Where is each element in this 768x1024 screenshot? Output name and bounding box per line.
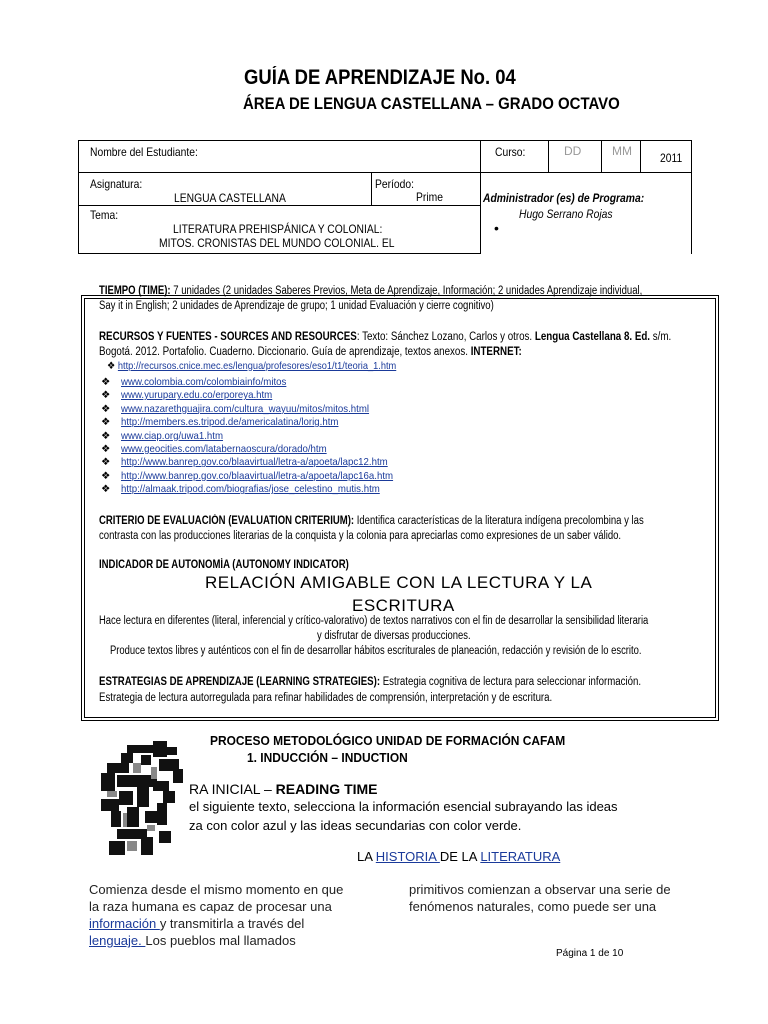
- historia-link[interactable]: HISTORIA: [375, 849, 440, 864]
- year-field: 2011: [660, 151, 683, 165]
- diamond-bullet-icon: ❖: [101, 429, 111, 442]
- resource-link-item[interactable]: [101, 403, 391, 415]
- topic-line-1: LITERATURA PREHISPÁNICA Y COLONIAL:: [173, 222, 383, 236]
- page-title: GUÍA DE APRENDIZAJE No. 04: [244, 66, 516, 89]
- resource-link[interactable]: http://www.banrep.gov.co/blaavirtual/letra-a/apoeta/lapc16a.htm: [121, 469, 394, 482]
- indigenous-figure-illustration: [97, 741, 189, 859]
- resource-link-item[interactable]: [101, 376, 301, 388]
- resource-link[interactable]: www.yurupary.edu.co/erporeya.htm: [121, 389, 273, 402]
- resource-link[interactable]: www.ciap.org/uwa1.htm: [121, 429, 224, 442]
- resource-link-item[interactable]: [101, 430, 232, 442]
- article-column-1: Comienza desde el mismo momento en que la raza humana es capaz de procesar una información y transmitirla a través del lenguaje. Los pueblos mal llamados: [89, 882, 344, 948]
- diamond-bullet-icon: ❖: [101, 376, 111, 388]
- article-column-2: primitivos comienzan a observar una serie de fenómenos naturales, como puede ser una: [409, 882, 671, 914]
- resources-heading: RECURSOS Y FUENTES - SOURCES AND RESOURCES: Texto: Sánchez Lozano, Carlos y otros. Lengua Castellana 8. Ed. s/m.: [99, 331, 672, 343]
- time-line-2: Say it in English; 2 unidades de Aprendizaje de grupo; 1 unidad Evaluación y cierre cognitivo): [99, 300, 494, 312]
- student-name-label: Nombre del Estudiante:: [90, 145, 198, 159]
- resource-link[interactable]: www.nazarethguajira.com/cultura_wayuu/mitos/mitos.html: [121, 402, 370, 415]
- resource-link[interactable]: http://www.banrep.gov.co/blaavirtual/letra-a/apoeta/lapc12.htm: [121, 456, 388, 469]
- autonomy-line-3: Produce textos libres y auténticos con el fin de desarrollar hábitos escriturales de planeación, redacción y revisión de lo escrito.: [110, 645, 642, 657]
- page-number: Página 1 de 10: [556, 948, 624, 959]
- autonomy-label: INDICADOR DE AUTONOMÍA (AUTONOMY INDICATOR): [99, 559, 349, 571]
- diamond-bullet-icon: ❖: [101, 456, 111, 469]
- criterio-line-1: CRITERIO DE EVALUACIÓN (EVALUATION CRITERIUM): Identifica características de la literatura indígena precolombina y las: [99, 515, 644, 527]
- article-title: LA HISTORIA DE LA LITERATURA: [357, 849, 561, 864]
- resource-link-item[interactable]: [101, 416, 357, 428]
- diamond-bullet-icon: ❖: [101, 402, 111, 415]
- subject-value: LENGUA CASTELLANA: [174, 191, 286, 205]
- page-subtitle: ÁREA DE LENGUA CASTELLANA – GRADO OCTAVO: [243, 94, 620, 113]
- process-title: PROCESO METODOLÓGICO UNIDAD DE FORMACIÓN CAFAM: [210, 733, 566, 748]
- resources-line-2: Bogotá. 2012. Portafolio. Cuaderno. Diccionario. Guía de aprendizaje, textos anexos. INTERNET:: [99, 346, 522, 358]
- month-field: MM: [612, 144, 632, 158]
- criterio-line-2: contrasta con las producciones literarias de la conquista y la colonia para apreciarlas como expresiones de un saber válido.: [99, 530, 622, 542]
- resource-link-item[interactable]: [101, 483, 402, 495]
- course-label: Curso:: [495, 145, 526, 159]
- autonomy-headline-2: ESCRITURA: [352, 596, 455, 615]
- first-resource-link[interactable]: ❖ http://recursos.cnice.mec.es/lengua/profesores/eso1/t1/teoria_1.htm: [107, 360, 397, 372]
- subject-label: Asignatura:: [90, 177, 143, 191]
- resource-link-item[interactable]: [101, 443, 345, 455]
- reading-instruction-2: za con color azul y las ideas secundarias con color verde.: [189, 818, 522, 833]
- diamond-bullet-icon: ❖: [101, 443, 111, 455]
- resource-link[interactable]: www.colombia.com/colombiainfo/mitos: [121, 376, 287, 388]
- day-field: DD: [564, 144, 582, 158]
- diamond-bullet-icon: ❖: [101, 389, 111, 402]
- resource-link[interactable]: http://almaak.tripod.com/biografias/jose_celestino_mutis.htm: [121, 483, 380, 496]
- admin-name: Hugo Serrano Rojas: [519, 207, 613, 221]
- autonomy-headline-1: RELACIÓN AMIGABLE CON LA LECTURA Y LA: [205, 573, 593, 592]
- time-section: TIEMPO (TIME): 7 unidades (2 unidades Saberes Previos, Meta de Aprendizaje, Información; 2 unidades Aprendizaje individual,: [99, 285, 643, 297]
- admin-label: Administrador (es) de Programa:: [483, 191, 645, 205]
- strategies-line-2: Estrategia de lectura autorregulada para refinar habilidades de comprensión, interpretación y de escritura.: [99, 692, 553, 704]
- lenguaje-link[interactable]: lenguaje.: [89, 933, 146, 948]
- autonomy-line-1: Hace lectura en diferentes (literal, inferencial y crítico-valorativo) de textos narrativos con el fin de desarrollar la sensibilidad literaria: [99, 615, 649, 627]
- resource-link[interactable]: www.geocities.com/latabernaoscura/dorado/htm: [121, 443, 327, 455]
- informacion-link[interactable]: información: [89, 916, 160, 931]
- diamond-bullet-icon: ❖: [101, 483, 111, 496]
- literatura-link[interactable]: LITERATURA: [480, 849, 561, 864]
- resource-link[interactable]: http://members.es.tripod.de/americalatina/lorig.htm: [121, 416, 339, 429]
- diamond-bullet-icon: ❖: [101, 469, 111, 482]
- student-info-table: [78, 140, 692, 254]
- reading-heading: RA INICIAL – READING TIME: [189, 781, 378, 797]
- process-step: 1. INDUCCIÓN – INDUCTION: [247, 750, 408, 765]
- resource-link-item[interactable]: [101, 456, 411, 468]
- reading-instruction-1: el siguiente texto, selecciona la información esencial subrayando las ideas: [189, 799, 618, 814]
- resource-link-item[interactable]: [101, 389, 285, 401]
- topic-label: Tema:: [90, 208, 119, 222]
- period-label: Período:: [375, 177, 415, 191]
- resource-link-item[interactable]: [101, 470, 417, 482]
- autonomy-line-2: y disfrutar de diversas producciones.: [317, 630, 471, 642]
- admin-bullet: •: [494, 220, 499, 236]
- diamond-bullet-icon: ❖: [101, 416, 111, 429]
- strategies-line-1: ESTRATEGIAS DE APRENDIZAJE (LEARNING STRATEGIES): Estrategia cognitiva de lectura para seleccionar información.: [99, 676, 642, 688]
- topic-line-2: MITOS. CRONISTAS DEL MUNDO COLONIAL. EL: [159, 236, 395, 250]
- period-value: Prime: [416, 190, 443, 204]
